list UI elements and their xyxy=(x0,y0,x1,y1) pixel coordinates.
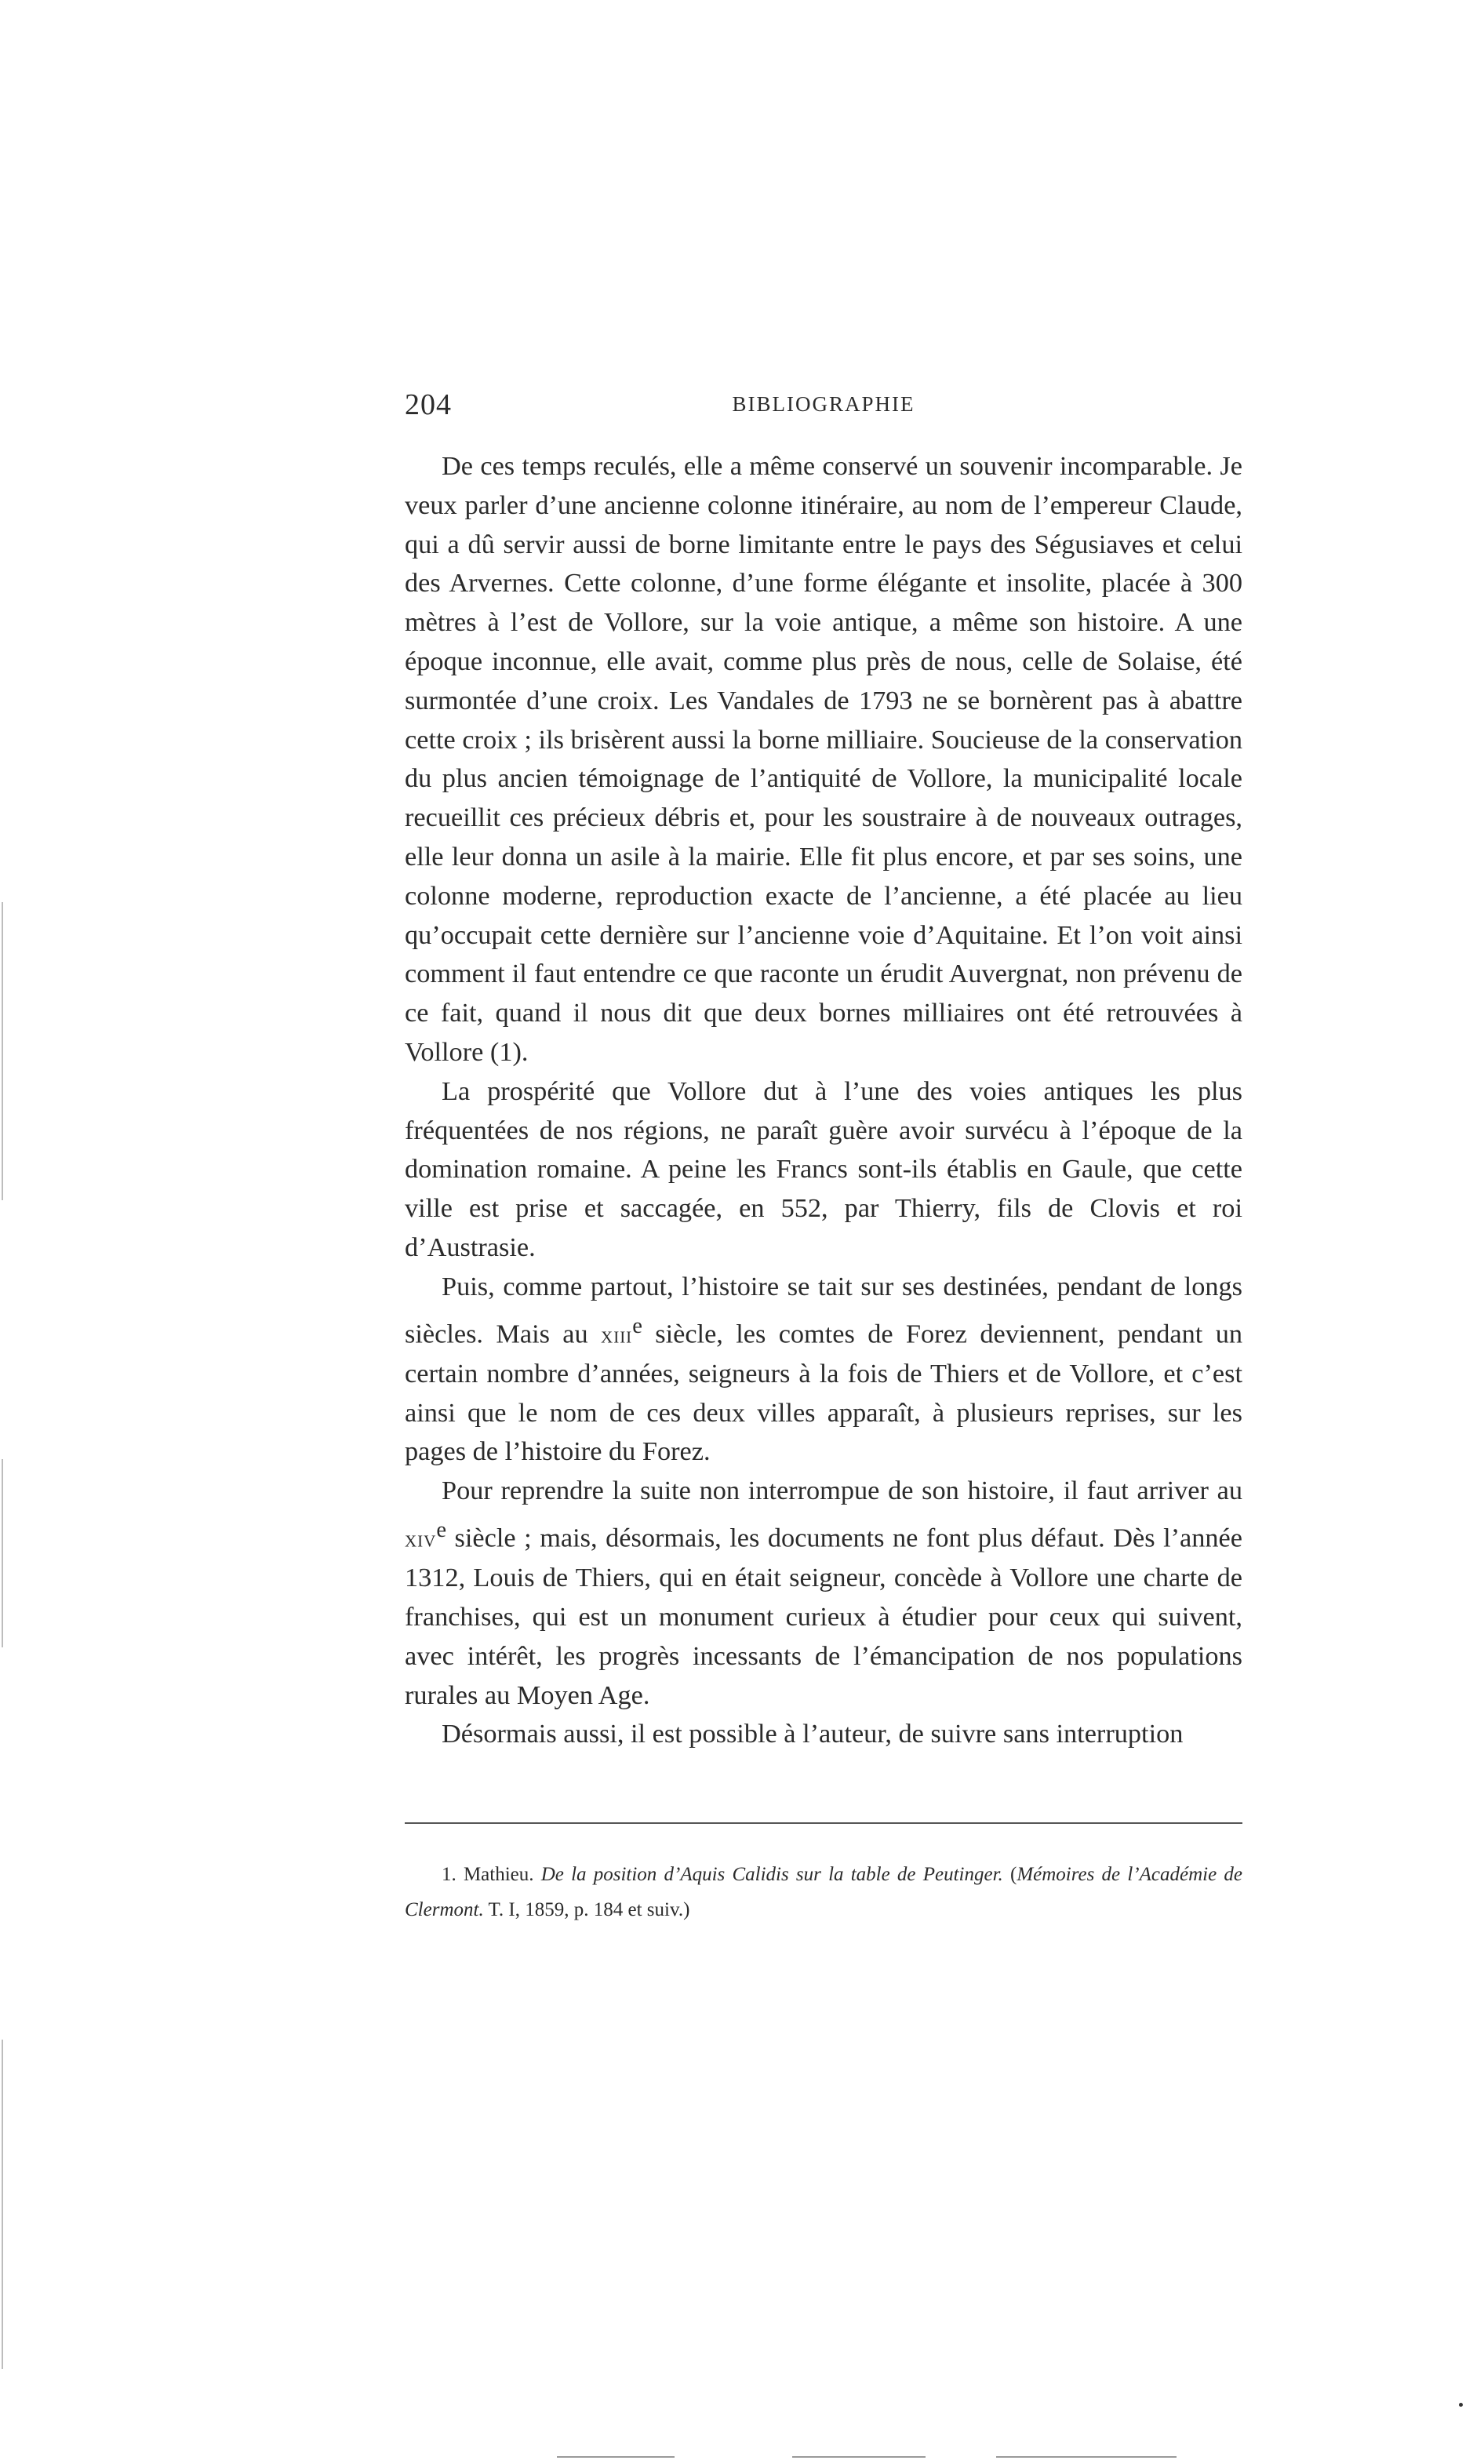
century-superscript: e xyxy=(632,1313,642,1338)
paragraph-4-text-end: siècle ; mais, désormais, les documents ne font plus défaut. Dès l’année 1312, Louis de Thiers, qui en était seigneur, concède à Vollore une charte de franchises, qui est un monument curieux à étudier pour ceux qui suivent, avec intérêt, les progrès incessants de l’émancipation de nos populations rurales au Moyen Age. xyxy=(405,1523,1242,1710)
century-numeral: xiii xyxy=(601,1321,633,1348)
paragraph-3 xyxy=(405,1268,1242,1472)
running-title: BIBLIOGRAPHIE xyxy=(732,392,915,416)
page-number: 204 xyxy=(405,388,452,421)
scan-edge-mark xyxy=(2,2040,3,2369)
paragraph-3-text-start: Puis, comme partout, l’histoire se tait sur ses destinées, pendant de longs siècles. Mais au xyxy=(405,1271,1242,1348)
scan-bottom-mark xyxy=(996,2456,1177,2458)
paragraph-5: Désormais aussi, il est possible à l’auteur, de suivre sans interruption xyxy=(442,1719,1184,1749)
footnote-title: De la position d’Aquis Calidis sur la table de Peutinger. xyxy=(540,1864,1003,1885)
scan-bottom-mark xyxy=(557,2456,675,2458)
footnote: 1. Mathieu. De la position d’Aquis Calidis sur la table de Peutinger. (Mémoires de l’Académie de Clermont. T. I, 1859, p. 184 et suiv.) xyxy=(405,1864,1242,1920)
paragraph-2: La prospérité que Vollore dut à l’une des voies antiques les plus fréquentées de nos régions, ne paraît guère avoir survécu à l’époque de la domination romaine. A peine les Francs sont-ils établis en Gaule, que cette ville est prise et saccagée, en 552, par Thierry, fils de Clovis et roi d’Austrasie. xyxy=(405,1075,1242,1262)
footnote-author: Mathieu. xyxy=(463,1864,534,1885)
footnote-series: Mémoires de l’Académie de Clermont. xyxy=(405,1864,1242,1920)
paragraph-4-text-start: Pour reprendre la suite non interrompue de son histoire, il faut arriver au xyxy=(442,1476,1242,1506)
century-numeral: xiv xyxy=(405,1526,437,1552)
paragraph-3-text-end: siècle, les comtes de Forez deviennent, pendant un certain nombre d’années, seigneurs à la fois de Thiers et de Vollore, et c’est ainsi que le nom de ces deux villes apparaît, à plusieurs reprises, sur les pages de l’histoire du Forez. xyxy=(405,1318,1242,1467)
scan-edge-mark xyxy=(2,1459,3,1647)
paragraph-4 xyxy=(405,1472,1242,1715)
scan-bottom-mark xyxy=(792,2456,926,2458)
scan-edge-mark xyxy=(2,902,3,1200)
scan-speck xyxy=(1459,2403,1463,2407)
footnote-marker: 1. xyxy=(442,1864,456,1885)
paragraph-1: De ces temps reculés, elle a même conservé un souvenir incomparable. Je veux parler d’une ancienne colonne itinéraire, au nom de l’empereur Claude, qui a dû servir aussi de borne limitante entre le pays des Ségusiaves et celui des Arvernes. Cette colonne, d’une forme élégante et insolite, placée à 300 mètres à l’est de Vollore, sur la voie antique, a même son histoire. A une époque inconnue, elle avait, comme plus près de nous, celle de Solaise, été surmontée d’une croix. Les Vandales de 1793 ne se bornèrent pas à abattre cette croix ; ils brisèrent aussi la borne milliaire. Soucieuse de la conservation du plus ancien témoignage de l’antiquité de Vollore, la municipalité locale recueillit ces précieux débris et, pour les soustraire à de nouveaux outrages, elle leur donna un asile à la mairie. Elle fit plus encore, et par ses soins, une colonne moderne, reproduction exacte de l’ancienne, a été placée au lieu qu’occupait cette dernière sur l’ancienne voie d’Aquitaine. Et l’on voit ainsi comment il faut entendre ce que raconte un érudit Auvergnat, non prévenu de ce fait, quand il nous dit que deux bornes milliaires ont été retrouvées à Vollore (1). xyxy=(405,451,1242,1067)
footnote-reference: T. I, 1859, p. 184 et suiv.) xyxy=(488,1899,690,1920)
running-head xyxy=(405,388,1242,425)
body-text xyxy=(405,447,1242,1754)
footnote-divider xyxy=(405,1822,1242,1824)
century-superscript: e xyxy=(436,1517,447,1542)
